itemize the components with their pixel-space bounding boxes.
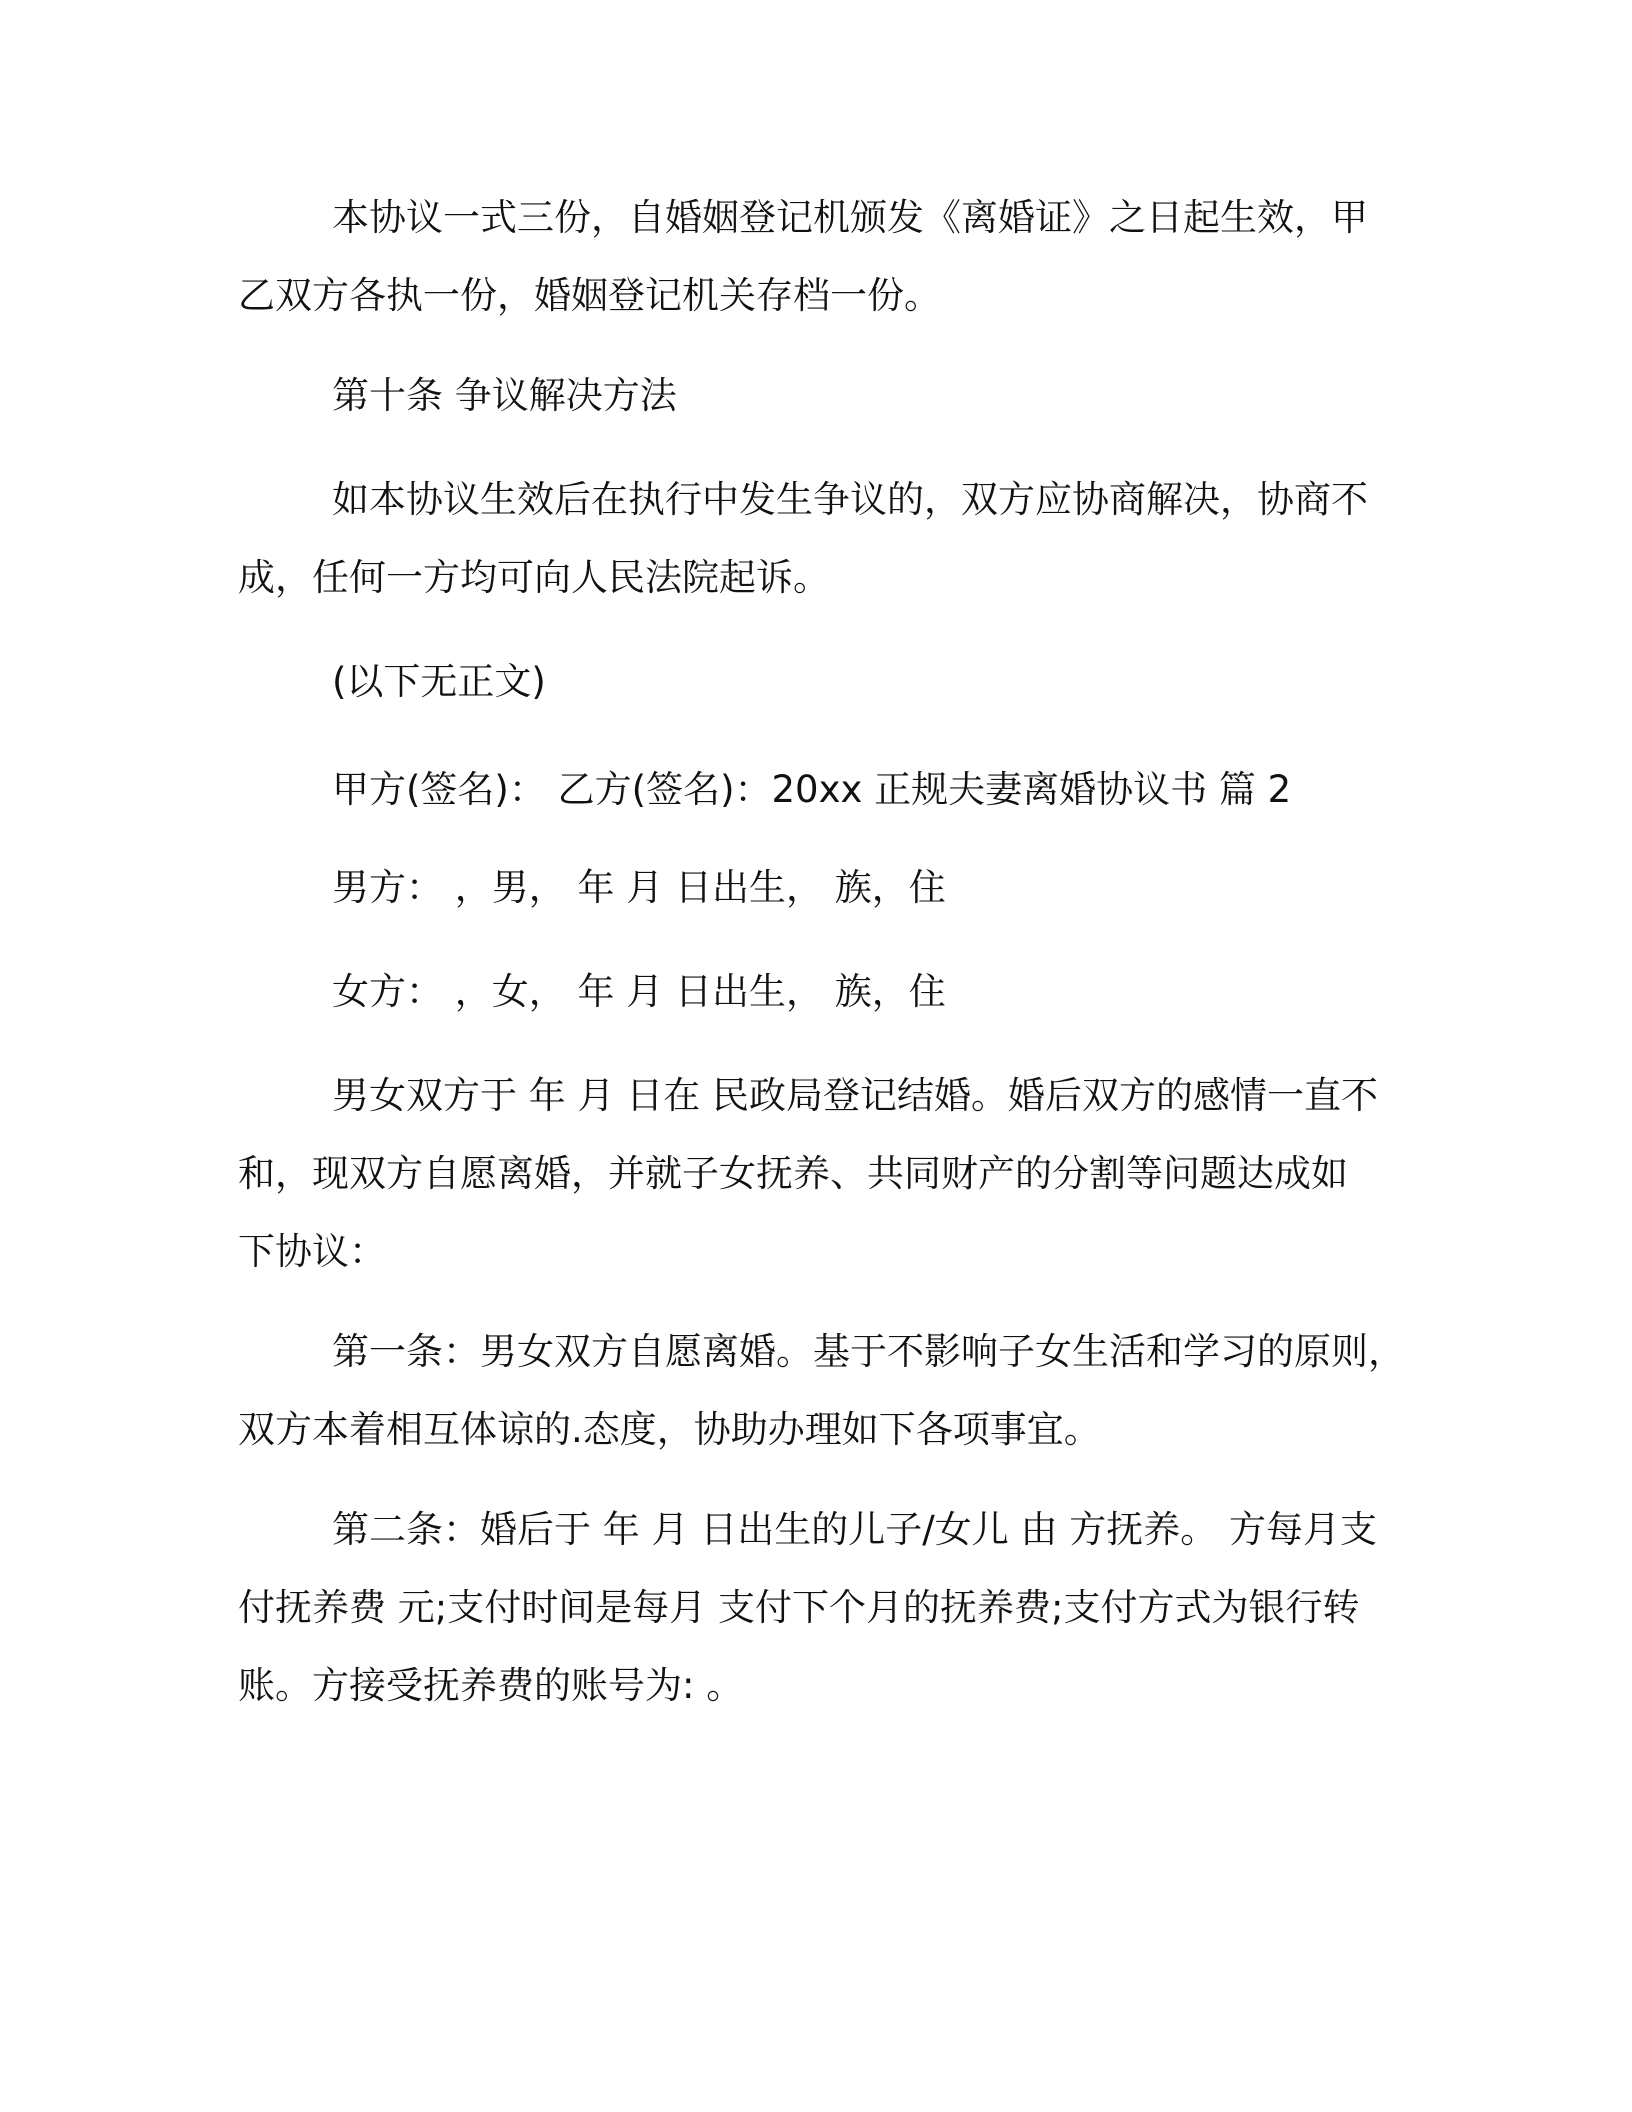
paragraph-marriage-line-3: 下协议： (238, 1230, 386, 1273)
male-party-line: 男方： ，男， 年 月 日出生， 族，住 (332, 866, 946, 909)
no-further-text-note: (以下无正文) (332, 660, 546, 703)
article-one-line-1: 第一条：男女双方自愿离婚。基于不影响子女生活和学习的原则， (332, 1330, 1405, 1373)
signature-line: 甲方(签名)： 乙方(签名)：20xx 正规夫妻离婚协议书 篇 2 (332, 768, 1292, 811)
article-two-line-1: 第二条：婚后于 年 月 日出生的儿子/女儿 由 方抚养。 方每月支 (332, 1508, 1378, 1551)
paragraph-marriage-line-1: 男女双方于 年 月 日在 民政局登记结婚。婚后双方的感情一直不 (332, 1074, 1379, 1117)
paragraph-marriage-line-2: 和，现双方自愿离婚，并就子女抚养、共同财产的分割等问题达成如 (238, 1152, 1348, 1195)
article-one-line-2: 双方本着相互体谅的.态度，协助办理如下各项事宜。 (238, 1408, 1101, 1451)
female-party-line: 女方： ，女， 年 月 日出生， 族，住 (332, 970, 946, 1013)
paragraph-dispute-line-2: 成，任何一方均可向人民法院起诉。 (238, 556, 830, 599)
paragraph-effectiveness-line-1: 本协议一式三份，自婚姻登记机颁发《离婚证》之日起生效，甲 (332, 196, 1368, 239)
paragraph-effectiveness-line-2: 乙双方各执一份，婚姻登记机关存档一份。 (238, 274, 941, 317)
paragraph-dispute-line-1: 如本协议生效后在执行中发生争议的，双方应协商解决，协商不 (332, 478, 1368, 521)
article-two-line-2: 付抚养费 元;支付时间是每月 支付下个月的抚养费;支付方式为银行转 (238, 1586, 1360, 1629)
article-ten-heading: 第十条 争议解决方法 (332, 374, 677, 417)
article-two-line-3: 账。方接受抚养费的账号为: 。 (238, 1664, 744, 1707)
